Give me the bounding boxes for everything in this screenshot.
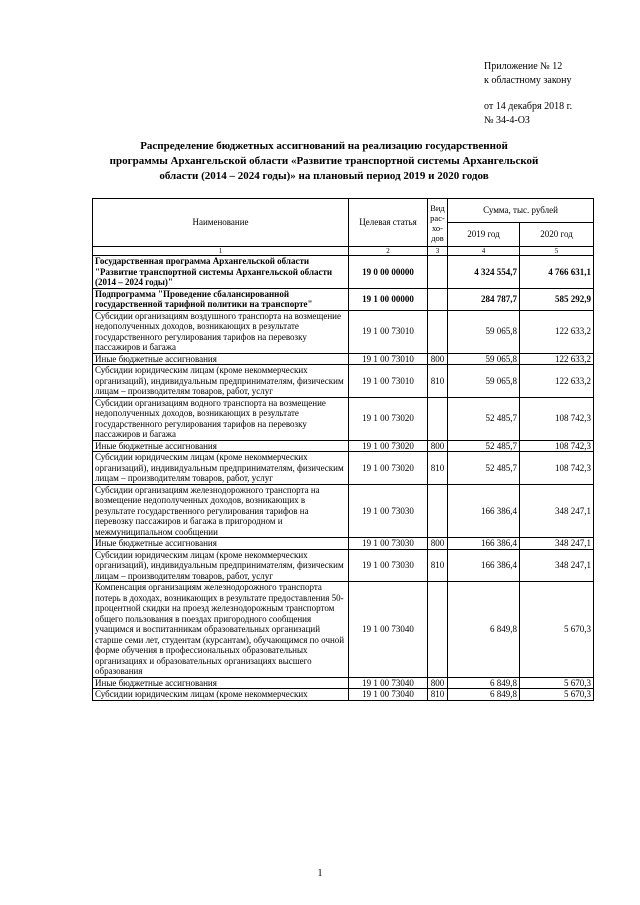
row-expense-kind: 810 <box>428 549 448 582</box>
budget-table <box>92 198 594 701</box>
row-amount-2019: 59 065,8 <box>448 310 520 353</box>
appendix-date: от 14 декабря 2018 г. <box>484 101 573 112</box>
header-name: Наименование <box>93 199 349 247</box>
table-row <box>93 353 594 365</box>
row-amount-2020: 5 670,3 <box>520 689 594 701</box>
row-amount-2019: 52 485,7 <box>448 397 520 440</box>
document-title <box>80 139 568 184</box>
appendix-block <box>484 60 572 127</box>
row-expense-kind: 800 <box>428 538 448 550</box>
table-row <box>93 538 594 550</box>
row-amount-2020: 108 742,3 <box>520 440 594 452</box>
appendix-law-number: № 34-4-ОЗ <box>484 114 530 126</box>
row-target-code: 19 1 00 73020 <box>349 452 428 485</box>
row-amount-2019: 166 386,4 <box>448 538 520 550</box>
title-line: области (2014 – 2024 годы)» на плановый период 2019 и 2020 годов <box>159 170 489 182</box>
row-target-code: 19 1 00 73040 <box>349 582 428 678</box>
table-row <box>93 256 594 289</box>
row-amount-2020: 122 633,2 <box>520 310 594 353</box>
row-amount-2020: 122 633,2 <box>520 365 594 398</box>
row-amount-2019: 52 485,7 <box>448 440 520 452</box>
row-amount-2019: 6 849,8 <box>448 677 520 689</box>
column-number: 4 <box>448 247 520 256</box>
row-amount-2019: 284 787,7 <box>448 288 520 310</box>
row-amount-2019: 52 485,7 <box>448 452 520 485</box>
row-amount-2020: 585 292,9 <box>520 288 594 310</box>
column-number: 2 <box>349 247 428 256</box>
page-number: 1 <box>317 868 323 879</box>
row-target-code: 19 1 00 73040 <box>349 677 428 689</box>
row-name: Иные бюджетные ассигнования <box>93 538 349 550</box>
row-amount-2020: 4 766 631,1 <box>520 256 594 289</box>
row-expense-kind <box>428 310 448 353</box>
table-row <box>93 549 594 582</box>
row-name: Субсидии юридическим лицам (кроме некоммерческих <box>93 689 349 701</box>
header-sum: Сумма, тыс. рублей <box>448 199 594 223</box>
row-name: Субсидии организациям железнодорожного транспорта на возмещение недополученных доходов, возникающих в результате государственного регулирования тарифов на перевозку пассажиров и багажа в пригородном и межмуниципальном сообщении <box>93 484 349 538</box>
row-name: Компенсация организациям железнодорожного транспорта потерь в доходах, возникающих в результате предоставления 50-процентной скидки на проезд железнодорожным транспортом общего пользования в поездах пригородного сообщения учащимся и воспитанникам образовательных организаций старше семи лет, студентам (курсантам), обучающимся по очной форме обучения в профессиональных образовательных организациях и образовательных организациях высшего образования <box>93 582 349 678</box>
title-line: Распределение бюджетных ассигнований на реализацию государственной <box>140 140 508 152</box>
header-kind: Вид рас-хо-дов <box>428 199 448 247</box>
row-amount-2020: 5 670,3 <box>520 582 594 678</box>
row-expense-kind: 810 <box>428 365 448 398</box>
row-expense-kind: 800 <box>428 677 448 689</box>
table-row <box>93 677 594 689</box>
row-amount-2019: 166 386,4 <box>448 484 520 538</box>
row-name: Субсидии организациям воздушного транспорта на возмещение недополученных доходов, возникающих в результате государственного регулирования тарифов на перевозку пассажиров и багажа <box>93 310 349 353</box>
row-target-code: 19 1 00 73040 <box>349 689 428 701</box>
row-target-code: 19 1 00 73030 <box>349 549 428 582</box>
table-row <box>93 440 594 452</box>
row-name: Субсидии организациям водного транспорта на возмещение недополученных доходов, возникающих в результате государственного регулирования тарифов на перевозку пассажиров и багажа <box>93 397 349 440</box>
column-number: 5 <box>520 247 594 256</box>
row-expense-kind <box>428 397 448 440</box>
row-amount-2020: 108 742,3 <box>520 452 594 485</box>
table-row <box>93 484 594 538</box>
header-year-2019: 2019 год <box>448 223 520 247</box>
table-row <box>93 365 594 398</box>
table-row <box>93 452 594 485</box>
row-name: Подпрограмма "Проведение сбалансированной государственной тарифной политики на транспорте" <box>93 288 349 310</box>
row-target-code: 19 1 00 00000 <box>349 288 428 310</box>
row-amount-2020: 5 670,3 <box>520 677 594 689</box>
row-amount-2019: 59 065,8 <box>448 353 520 365</box>
row-name: Иные бюджетные ассигнования <box>93 677 349 689</box>
row-target-code: 19 1 00 73030 <box>349 484 428 538</box>
row-amount-2019: 166 386,4 <box>448 549 520 582</box>
row-expense-kind <box>428 256 448 289</box>
row-amount-2020: 348 247,1 <box>520 549 594 582</box>
row-amount-2020: 108 742,3 <box>520 397 594 440</box>
table-row <box>93 288 594 310</box>
row-name: Государственная программа Архангельской области "Развитие транспортной системы Архангельской области (2014 – 2024 годы)" <box>93 256 349 289</box>
row-amount-2020: 122 633,2 <box>520 353 594 365</box>
appendix-line: к областному закону <box>484 74 572 86</box>
row-name: Субсидии юридическим лицам (кроме некоммерческих организаций), индивидуальным предпринимателям, физическим лицам – производителям товаров, работ, услуг <box>93 365 349 398</box>
row-amount-2019: 6 849,8 <box>448 689 520 701</box>
row-target-code: 19 1 00 73010 <box>349 310 428 353</box>
row-target-code: 19 1 00 73030 <box>349 538 428 550</box>
row-expense-kind: 800 <box>428 440 448 452</box>
row-name: Иные бюджетные ассигнования <box>93 353 349 365</box>
table-row <box>93 582 594 678</box>
row-name: Иные бюджетные ассигнования <box>93 440 349 452</box>
table-row <box>93 310 594 353</box>
row-name: Субсидии юридическим лицам (кроме некоммерческих организаций), индивидуальным предпринимателям, физическим лицам – производителям товаров, работ, услуг <box>93 549 349 582</box>
row-expense-kind <box>428 288 448 310</box>
table-row <box>93 397 594 440</box>
column-number: 3 <box>428 247 448 256</box>
row-target-code: 19 1 00 73020 <box>349 440 428 452</box>
row-expense-kind: 800 <box>428 353 448 365</box>
row-expense-kind <box>428 484 448 538</box>
header-code: Целевая статья <box>349 199 428 247</box>
row-target-code: 19 1 00 73010 <box>349 365 428 398</box>
row-target-code: 19 1 00 73020 <box>349 397 428 440</box>
row-amount-2019: 59 065,8 <box>448 365 520 398</box>
row-amount-2019: 6 849,8 <box>448 582 520 678</box>
column-number: 1 <box>93 247 349 256</box>
table-row <box>93 689 594 701</box>
row-amount-2020: 348 247,1 <box>520 538 594 550</box>
appendix-line: Приложение № 12 <box>484 61 563 72</box>
row-amount-2020: 348 247,1 <box>520 484 594 538</box>
row-expense-kind: 810 <box>428 452 448 485</box>
row-expense-kind: 810 <box>428 689 448 701</box>
row-target-code: 19 0 00 00000 <box>349 256 428 289</box>
title-line: программы Архангельской области «Развитие транспортной системы Архангельской <box>109 155 539 167</box>
row-amount-2019: 4 324 554,7 <box>448 256 520 289</box>
row-target-code: 19 1 00 73010 <box>349 353 428 365</box>
row-expense-kind <box>428 582 448 678</box>
header-year-2020: 2020 год <box>520 223 594 247</box>
row-name: Субсидии юридическим лицам (кроме некоммерческих организаций), индивидуальным предпринимателям, физическим лицам – производителям товаров, работ, услуг <box>93 452 349 485</box>
